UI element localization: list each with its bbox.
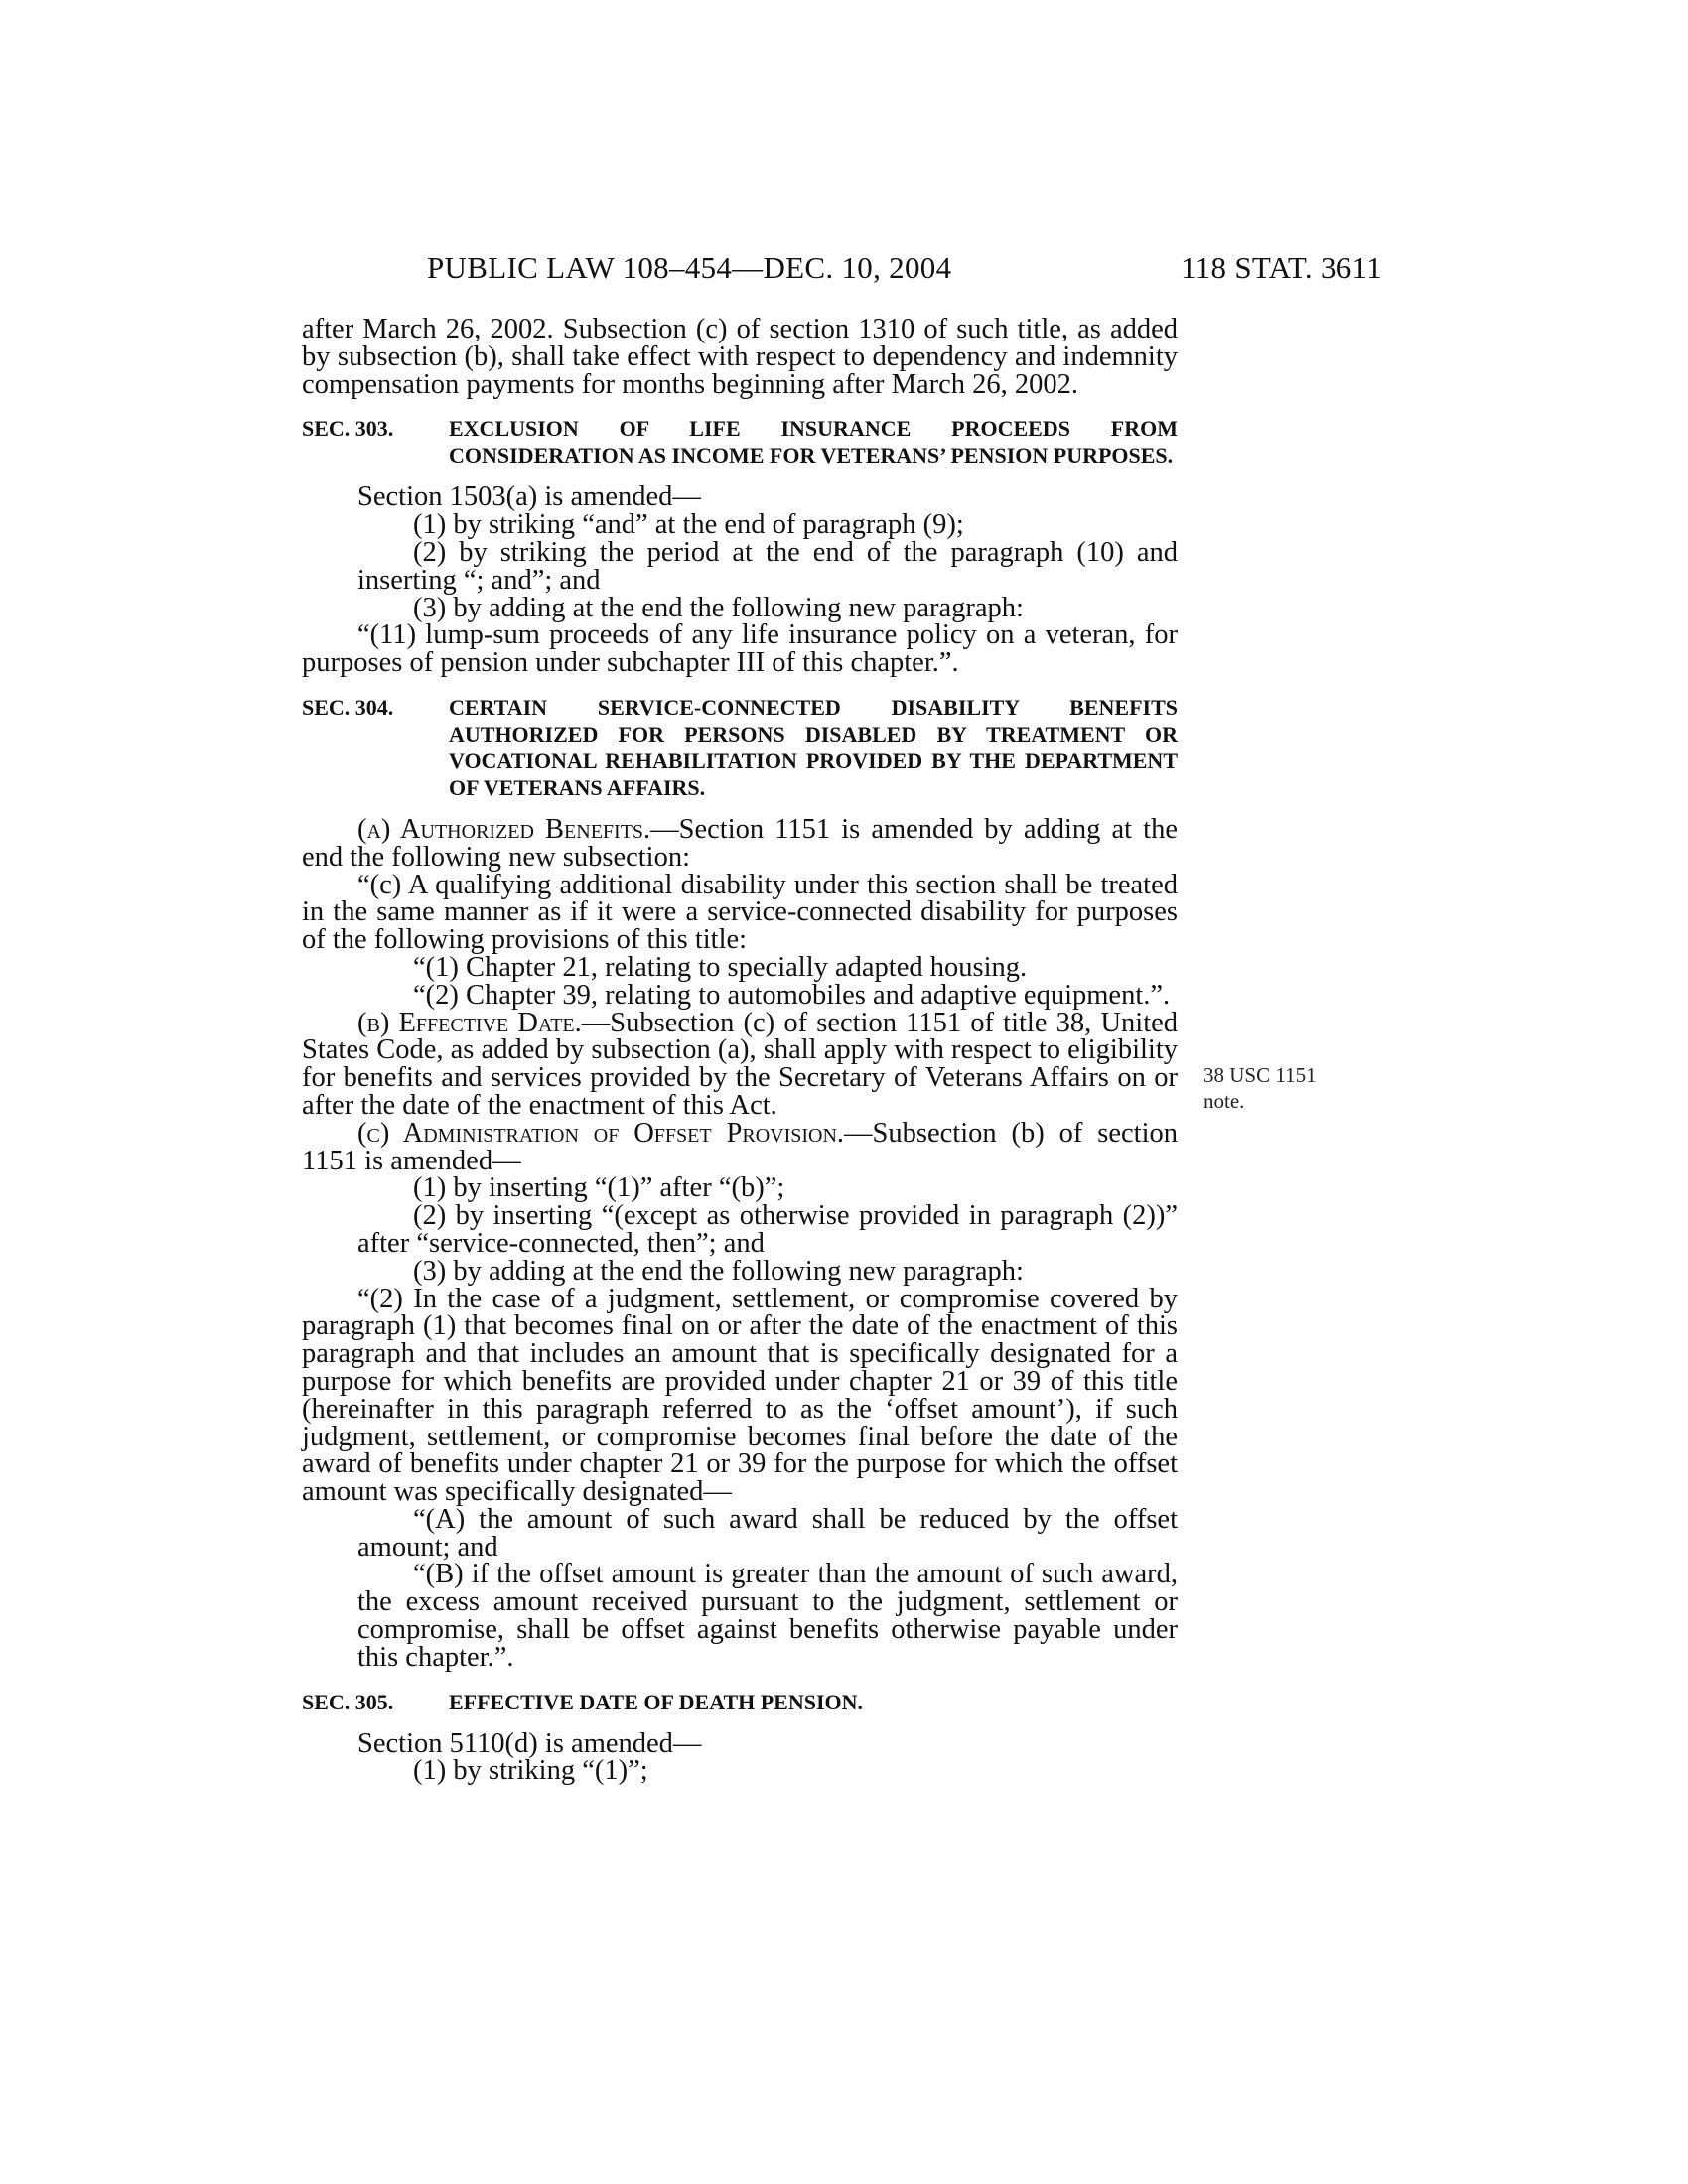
body-paragraph <box>302 483 1178 511</box>
subsection-heading: (b) Effective Date. <box>357 1007 582 1038</box>
body-paragraph <box>302 1283 1178 1508</box>
paragraph-text: (1) by striking “and” at the end of paragraph (9); <box>413 509 964 541</box>
body-paragraph <box>302 621 1178 677</box>
paragraph-text: Section 1503(a) is amended— <box>357 481 701 513</box>
body-paragraph <box>302 979 1178 1011</box>
subsection-heading: (c) Administration of Offset Provision. <box>357 1117 845 1149</box>
body-paragraph <box>302 1117 1178 1176</box>
section-title: CERTAIN SERVICE-CONNECTED DISABILITY BENEFITS AUTHORIZED FOR PERSONS DISABLED BY TREATMENT OR VOCATIONAL REHABILITATION PROVIDED BY THE DEPARTMENT OF VETERANS AFFAIRS. <box>449 694 1178 800</box>
paragraph-text: “(2) In the case of a judgment, settlement, or compromise covered by paragraph (1) that becomes final on or after the date of the enactment of this paragraph and that includes an amount that is specifically designated for a purpose for which benefits are provided under chapter 21 or 39 of this title (hereinafter in this paragraph referred to as the ‘offset amount’), if such judgment, settlement, or compromise becomes final before the date of the award of benefits under chapter 21 or 39 for the purpose for which the offset amount was specifically designated— <box>302 1283 1178 1508</box>
section-heading <box>302 415 1178 469</box>
body-paragraph <box>302 1561 1178 1671</box>
paragraph-text: —Subsection (b) of section 1151 is amended— <box>302 1117 1178 1176</box>
header-title: PUBLIC LAW 108–454—DEC. 10, 2004 <box>427 250 952 285</box>
body-paragraph <box>302 1174 1178 1202</box>
paragraph-text: (2) by inserting “(except as otherwise provided in paragraph (2))” after “service-connected, then”; and <box>357 1200 1178 1259</box>
paragraph-text: Section 5110(d) is amended— <box>357 1727 702 1759</box>
body-paragraph <box>302 1727 1178 1759</box>
body-paragraph <box>302 1757 1178 1785</box>
paragraph-text: —Section 1151 is amended by adding at the end the following new subsection: <box>302 813 1178 873</box>
document-body <box>302 316 1178 1785</box>
body-paragraph <box>302 1503 1178 1563</box>
paragraph-text: “(2) Chapter 39, relating to automobiles and adaptive equipment.”. <box>413 979 1171 1011</box>
section-number: SEC. 305. <box>302 1689 394 1714</box>
body-paragraph <box>302 1007 1179 1121</box>
paragraph-text: after March 26, 2002. Subsection (c) of section 1310 of such title, as added by subsection (b), shall take effect with respect to dependency and indemnity compensation payments for months beginning after March 26, 2002. <box>302 314 1178 400</box>
section-heading <box>302 1689 1178 1715</box>
section-number: SEC. 303. <box>302 416 394 442</box>
paragraph-text: —Subsection (c) of section 1151 of title 38, United States Code, as added by subsection (a), shall apply with respect to eligibility for benefits and services provided by the Secretary of Veterans Affairs on or after the date of the enactment of this Act. <box>302 1007 1179 1121</box>
body-paragraph <box>302 536 1178 596</box>
body-paragraph <box>302 951 1178 983</box>
body-paragraph <box>302 1255 1178 1287</box>
section-number: SEC. 304. <box>302 694 394 720</box>
paragraph-text: (2) by striking the period at the end of the paragraph (10) and inserting “; and”; and <box>357 536 1178 596</box>
paragraph-text: (1) by inserting “(1)” after “(b)”; <box>413 1172 785 1204</box>
section-heading <box>302 694 1178 801</box>
header-stat-page: 118 STAT. 3611 <box>1181 250 1382 285</box>
paragraph-text: “(1) Chapter 21, relating to specially adapted housing. <box>413 951 1028 983</box>
paragraph-text: “(A) the amount of such award shall be reduced by the offset amount; and <box>357 1503 1178 1563</box>
paragraph-text: (1) by striking “(1)”; <box>413 1755 648 1787</box>
body-paragraph <box>302 869 1178 956</box>
running-header <box>298 250 1382 294</box>
body-paragraph <box>302 511 1178 539</box>
paragraph-text: (3) by adding at the end the following new paragraph: <box>413 1255 1024 1287</box>
section-title: EFFECTIVE DATE OF DEATH PENSION. <box>449 1689 864 1714</box>
body-paragraph <box>302 1202 1178 1258</box>
body-paragraph <box>302 316 1178 398</box>
paragraph-text: “(11) lump-sum proceeds of any life insurance policy on a veteran, for purposes of pension under subchapter III of this chapter.”. <box>302 619 1178 679</box>
paragraph-text: “(c) A qualifying additional disability under this section shall be treated in the same manner as if it were a service-connected disability for purposes of the following provisions of this title: <box>302 869 1178 956</box>
margin-citation-note: 38 USC 1151 note. <box>1203 1063 1317 1113</box>
paragraph-text: “(B) if the offset amount is greater than the amount of such award, the excess amount received pursuant to the judgment, settlement or compromise, shall be offset against benefits otherwise payable under this chapter.”. <box>357 1559 1178 1673</box>
body-paragraph <box>302 813 1178 873</box>
subsection-heading: (a) Authorized Benefits. <box>357 813 651 845</box>
body-paragraph <box>302 592 1178 623</box>
paragraph-text: (3) by adding at the end the following new paragraph: <box>413 592 1024 623</box>
section-title: EXCLUSION OF LIFE INSURANCE PROCEEDS FROM CONSIDERATION AS INCOME FOR VETERANS’ PENSION PURPOSES. <box>449 416 1178 469</box>
